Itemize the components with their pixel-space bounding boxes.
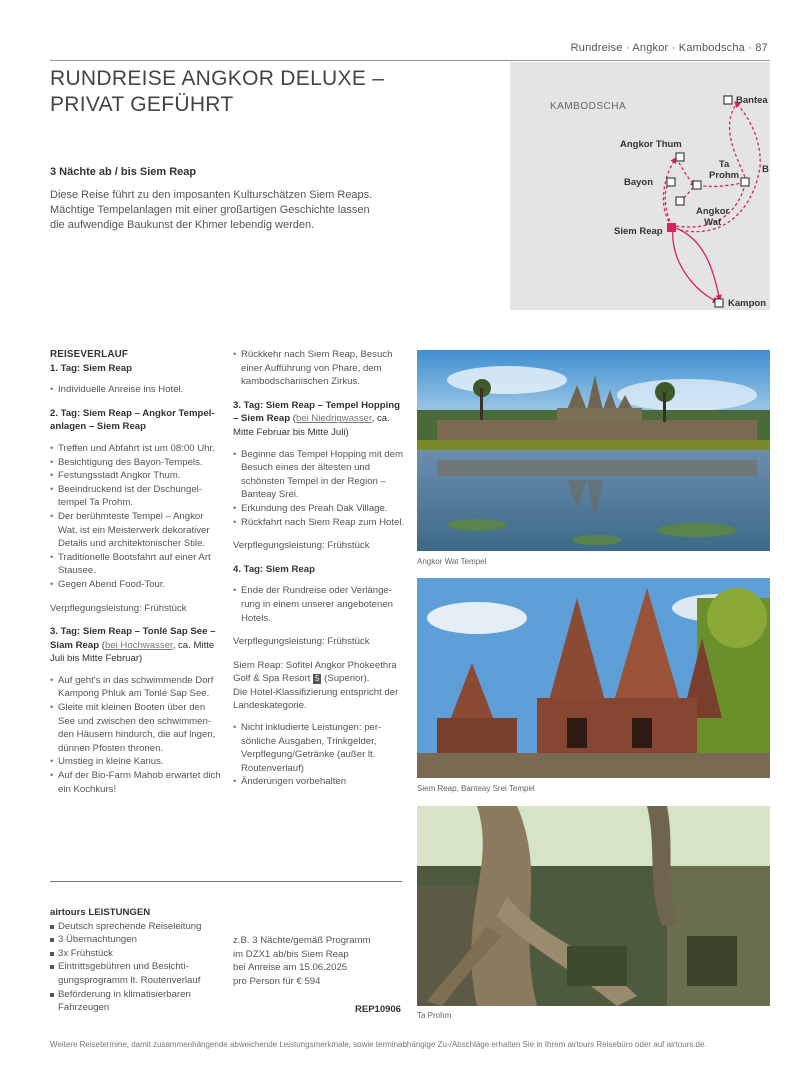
- intro-text: Diese Reise führt zu den imposanten Kulturschätzen Siem Reaps. Mächtige Tempelanlagen mit einer großartigen Geschichte lassen die aufwendige Baukunst der Khmer lebendig werden.: [50, 189, 373, 231]
- bayon-marker: [667, 178, 675, 186]
- hotel-stars-badge: 5: [315, 674, 320, 684]
- day2-title: 2. Tag: Siem Reap – Angkor Tempel-anlagen – Siem Reap: [50, 407, 215, 433]
- list-item: Deutsch sprechende Reiseleitung: [50, 920, 230, 934]
- map-label-banteay: Bantea: [736, 95, 768, 106]
- day3b-list: [233, 448, 405, 530]
- list-item: • Festungsstadt Angkor Thum.: [50, 469, 222, 483]
- itinerary-column-1: [50, 348, 222, 806]
- list-item: • Individuelle Anreise ins Hotel.: [50, 383, 222, 397]
- banteay-marker: [724, 96, 732, 104]
- photo-caption-ta-prohm: Ta Prohm: [417, 1011, 452, 1020]
- angkor-thum-marker: [676, 153, 684, 161]
- kampong-marker: [715, 299, 723, 307]
- list-item: • Besichtigung des Bayon-Tempels.: [50, 456, 222, 470]
- header-rule: [50, 60, 770, 61]
- day1-title: 1. Tag: Siem Reap: [50, 362, 132, 374]
- map-label-siem-reap: Siem Reap: [614, 226, 663, 237]
- angkor-wat-marker: [676, 197, 684, 205]
- list-item: • Auf geht's in das schwimmende Dorf Kampong Phluk am Tonlé Sap See.: [50, 674, 222, 701]
- photo-ta-prohm: [417, 806, 770, 1006]
- banteay-srei-image: [417, 578, 770, 778]
- list-item: • Rückfahrt nach Siem Reap zum Hotel.: [233, 516, 405, 530]
- list-item: 3 Übernachtungen: [50, 933, 230, 947]
- photo-angkor-wat: [417, 350, 770, 551]
- booking-code: REP10906: [355, 1004, 401, 1015]
- day2-list: [50, 442, 222, 592]
- list-item: 3x Frühstück: [50, 947, 230, 961]
- leistungen-box: [50, 906, 230, 1015]
- price-box: z.B. 3 Nächte/gemäß Programm im DZX1 ab/bis Siem Reap bei Anreise am 15.06.2025 pro Person für € 594: [233, 934, 403, 988]
- map-label-bayon: Bayon: [624, 177, 654, 188]
- leistungen-title: airtours LEISTUNGEN: [50, 907, 151, 918]
- siem-reap-marker: [667, 223, 676, 232]
- day3a-list-cont: [233, 348, 405, 389]
- day4-title: 4. Tag: Siem Reap: [233, 563, 315, 575]
- leistungen-list: [50, 920, 230, 1015]
- list-item: • Der berühmteste Tempel – Angkor Wat, ist ein Meisterwerk dekorativer Details und architektonischer Stile.: [50, 510, 222, 551]
- photo-banteay-srei: [417, 578, 770, 778]
- photo-caption-banteay-srei: Siem Reap, Banteay Srei Tempel: [417, 784, 535, 793]
- map-label-angkor-thum: Angkor Thum: [620, 139, 682, 150]
- day1-list: [50, 383, 222, 397]
- low-water-link[interactable]: bei Niedrigwasser: [295, 413, 372, 425]
- list-item: Eintrittsgebühren und Besichti-gungsprogramm lt. Routenverlauf: [50, 960, 230, 987]
- page-header: Rundreise · Angkor · Kambodscha · 87: [570, 42, 768, 54]
- list-item: • Auf der Bio-Farm Mahob erwartet dich ein Kochkurs!: [50, 769, 222, 796]
- list-item: • Ende der Rundreise oder Verlänge-rung in einem unserer angebotenen Hotels.: [233, 584, 405, 625]
- map-label-kampong: Kampon: [728, 298, 766, 309]
- itinerary-column-2: [233, 348, 405, 799]
- day3a-list: [50, 674, 222, 796]
- day3b-title: 3. Tag: Siem Reap – Tempel Hopping – Siem Reap (bei Niedrigwasser, ca. Mitte Februar bis Mitte Juli): [233, 399, 401, 438]
- day2-meal: Verpflegungsleistung: Frühstück: [50, 602, 187, 614]
- ta-prohm-marker: [693, 181, 701, 189]
- ta-prohm-image: [417, 806, 770, 1006]
- day3a-title: 3. Tag: Siem Reap – Tonlé Sap See – Siam Reap (bei Hochwasser, ca. Mitte Juli bis Mitte Februar): [50, 626, 216, 665]
- list-item: • Beginne das Tempel Hopping mit dem Besuch eines der ältesten und schönsten Tempel in der Region – Banteay Srei.: [233, 448, 405, 502]
- day4-list: [233, 584, 405, 625]
- footer-note: Weitere Reisetermine, damit zusammenhängende abweichende Leistungsmerkmale, sowie terminabhängige Zu-/Abschläge erhalten Sie in Ihrem airtours Reisebüro oder auf airtours.de.: [50, 1040, 707, 1049]
- high-water-link[interactable]: bei Hochwasser: [104, 639, 173, 651]
- map-label-b: B: [762, 164, 769, 175]
- title-line-2: PRIVAT GEFÜHRT: [50, 93, 234, 116]
- page-title: [50, 66, 450, 118]
- list-item: • Treffen und Abfahrt ist um 08:00 Uhr.: [50, 442, 222, 456]
- nights-subtitle: 3 Nächte ab / bis Siem Reap: [50, 166, 197, 178]
- list-item: • Nicht inkludierte Leistungen: per-sönliche Ausgaben, Trinkgelder, Verpflegung/Getränke (außer lt. Routenverlauf): [233, 721, 405, 775]
- excluded-list: [233, 721, 405, 789]
- list-item: • Änderungen vorbehalten: [233, 775, 405, 789]
- day4-meal: Verpflegungsleistung: Frühstück: [233, 636, 370, 648]
- b-marker: [741, 178, 749, 186]
- list-item: • Gleite mit kleinen Booten über den See und zwischen den schwimmen-den Häusern hindurch, die auf lngen, dünnen Pfosten thronen.: [50, 701, 222, 755]
- title-line-1: RUNDREISE ANGKOR DELUXE –: [50, 67, 385, 90]
- route-map: [510, 62, 770, 310]
- list-item: • Erkundung des Preah Dak Village.: [233, 502, 405, 516]
- itinerary-section-title: REISEVERLAUF: [50, 349, 129, 360]
- list-item: Beförderung in klimatisierbaren Fahrzeugen: [50, 988, 230, 1015]
- list-item: • Umstieg in kleine Kanus.: [50, 755, 222, 769]
- day3b-meal: Verpflegungsleistung: Frühstück: [233, 540, 370, 552]
- map-country-label: KAMBODSCHA: [550, 101, 627, 112]
- map-label-angkor-wat: Angkor Wat: [696, 206, 730, 228]
- map-label-ta-prohm: Ta Prohm: [709, 159, 740, 181]
- photo-caption-angkor-wat: Angkor Wat Tempel: [417, 557, 487, 566]
- list-item: • Gegen Abend Food-Tour.: [50, 578, 222, 592]
- section-divider: [50, 881, 402, 882]
- angkor-wat-image: [417, 350, 770, 551]
- list-item: • Rückkehr nach Siem Reap, Besuch einer Aufführung von Phare, dem kambodschanischen Zirkus.: [233, 348, 405, 389]
- price-value: pro Person für € 594: [233, 975, 321, 987]
- list-item: • Traditionelle Bootsfahrt auf einer Art Stausee.: [50, 551, 222, 578]
- list-item: • Beeindruckend ist der Dschungel-tempel Ta Prohm.: [50, 483, 222, 510]
- hotel-info: Siem Reap: Sofitel Angkor Phokeethra Golf & Spa Resort 5 (Superior). Die Hotel-Klassifizierung entspricht der Landeskategorie.: [233, 659, 399, 712]
